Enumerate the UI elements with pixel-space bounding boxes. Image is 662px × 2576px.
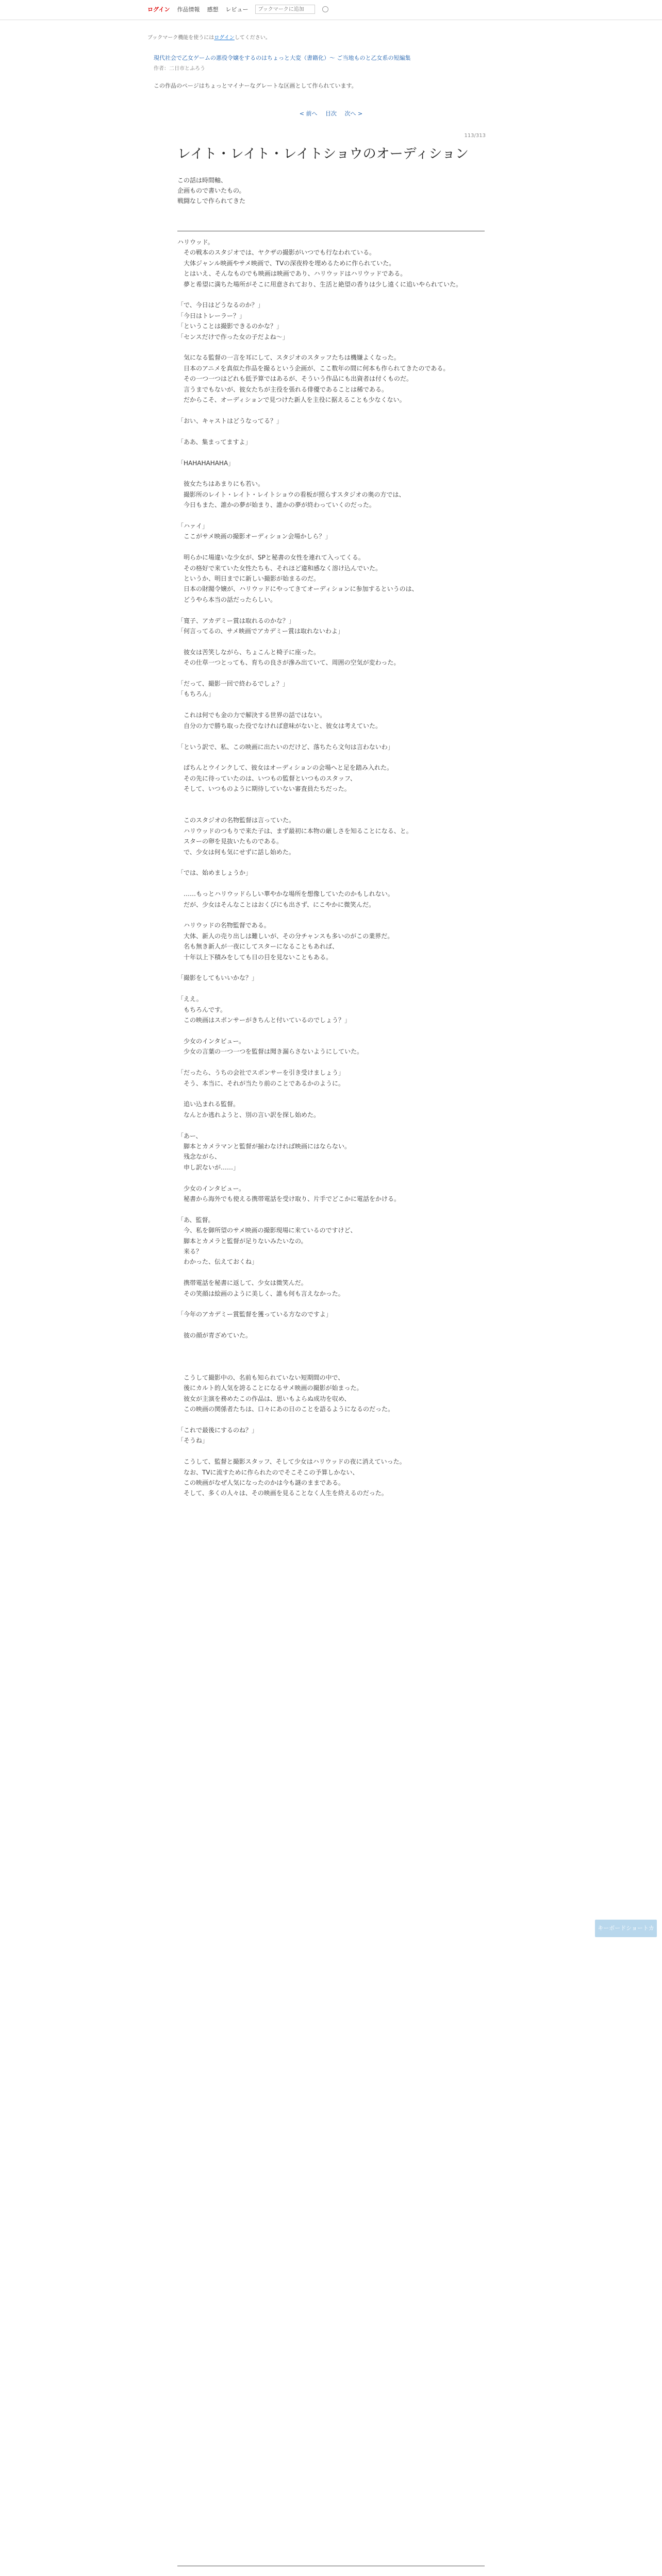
pager-top bbox=[0, 109, 662, 117]
pager-index[interactable]: 目次 bbox=[325, 110, 337, 117]
pager-prev[interactable]: < 前へ bbox=[299, 110, 318, 117]
series-description: この作品のページはちょっとマイナーなグレートな区画として作られています。 bbox=[154, 82, 357, 89]
login-link[interactable]: ログイン bbox=[147, 6, 170, 13]
notice-prefix: ブックマーク機能を使うには bbox=[147, 35, 214, 41]
nav-link-review[interactable]: レビュー bbox=[225, 6, 249, 13]
series-title-link[interactable]: 現代社会で乙女ゲームの悪役令嬢をするのはちょっと大変（書籍化）〜 ご当地ものと乙女系の短編集 bbox=[154, 55, 411, 61]
author-name: 作者：二日市とふろう bbox=[154, 66, 205, 72]
episode-body: ハリウッド。 その戦本のスタジオでは、ヤクザの撮影がいつでも行なわれている。 大体ジャンル映画やサメ映画で、TVの深夜枠を埋めるために作られていた。 とはいえ、そんなものでも映画は映画であり、ハリウッドはハリウッドである。 夢と希望に満ちた場所がそこに用意されており、生活と絶望の香りは少し遠くに追いやられていた。 「で、今日はどうなるのか？」 「今日はトレーラー？」 「ということは撮影できるのかな？」 「センスだけで作った女の子だよね～」 気になる監督の一言を耳にして、スタジオのスタッフたちは機嫌よくなった。 日本のアニメを真似た作品を撮るという企画が、ここ数年の間に何本も作られてきたのである。 その一つ一つはどれも低予算ではあるが、そういう作品にも出資者は付くものだ。 言うまでもないが、彼女たちが主役を張れる俳優であることは稀である。 だからこそ、オーディションで見つけた新人を主役に据えることも少なくない。 「おい、キャストはどうなってる？」 「ああ、集まってますよ」 「HAHAHAHAHA」 彼女たちはあまりにも若い。 撮影所のレイト・レイト・レイトショウの看板が照らすスタジオの奥の方では、 今日もまた、誰かの夢が始まり、誰かの夢が終わっていくのだった。 「ハァイ」 ここがサメ映画の撮影オーディション会場かしら？」 明らかに場違いな少女が、SPと秘書の女性を連れて入ってくる。 その格好で来ていた女性たちも、それほど違和感なく溶け込んでいた。 というか、明日までに新しい撮影が始まるのだ。 日本の財閥令嬢が、ハリウッドにやってきてオーディションに参加するというのは、 どうやら本当の話だったらしい。 「寛子、アカデミー賞は取れるのかな？」 「何言ってるの、サメ映画でアカデミー賞は取れないわよ」 彼女は苦笑しながら、ちょこんと椅子に座った。 その仕草一つとっても、育ちの良さが滲み出ていて、周囲の空気が変わった。 「だって、撮影一回で終わるでしょ？」 「もちろん」 これは何でも金の力で解決する世界の話ではない。 自分の力で勝ち取った役でなければ意味がないと、彼女は考えていた。 「という訳で、私、この映画に出たいのだけど、落ちたら文句は言わないわ」 ぱちんとウインクして、彼女はオーディションの会場へと足を踏み入れた。 その先に待っていたのは、いつもの監督といつものスタッフ、 そして、いつものように期待していない審査員たちだった。 このスタジオの名物監督は言っていた。 ハリウッドのつもりで来た子は、まず最初に本物の厳しさを知ることになる、と。 スターの卵を見抜いたものである。 で、少女は何も気にせずに話し始めた。 「では、始めましょうか」 ……もっとハリウッドらしい華やかな場所を想像していたのかもしれない。 だが、少女はそんなことはおくびにも出さず、にこやかに微笑んだ。 ハリウッドの名物監督である。 大体、新人の売り出しは難しいが、その分チャンスも多いのがこの業界だ。 名も無き新人が一夜にしてスターになることもあれば、 十年以上下積みをしても日の目を見ないこともある。 「撮影をしてもいいかな？」 「ええ。 もちろんです。 この映画はスポンサーがきちんと付いているのでしょう？」 少女のインタビュー。 少女の言葉の一つ一つを監督は聞き漏らさないようにしていた。 「だったら、うちの会社でスポンサーを引き受けましょう」 そう、本当に、それが当たり前のことであるかのように。 追い込まれる監督。 なんとか逃れようと、別の言い訳を探し始めた。 「あー、 脚本とカメラマンと監督が揃わなければ映画にはならない。 残念ながら、 申し訳ないが……」 少女のインタビュー。 秘書から海外でも使える携帯電話を受け取り、片手でどこかに電話をかける。 「あ、監督。 今、私を御所望のサメ映画の撮影現場に来ているのですけど、 脚本とカメラと監督が足りないみたいなの。 来る？ わかった、伝えておくね」 携帯電話を秘書に返して、少女は微笑んだ。 その笑顔は絵画のように美しく、誰も何も言えなかった。 「今年のアカデミー賞監督を獲っている方なのですよ」 彼の顔が青ざめていた。 こうして撮影中の、名前も知られていない短期間の中で、 後にカルト的人気を誇ることになるサメ映画の撮影が始まった。 彼女が主演を務めたこの作品は、思いもよらぬ成功を収め、 この映画の関係者たちは、口々にあの日のことを語るようになるのだった。 「これで最後にするのね？」 「そうね」 こうして、監督と撮影スタッフ、そして少女はハリウッドの夜に消えていった。 なお、TVに流すために作られたのでそこそこの予算しかない、 この映画がなぜ人気になったのかは今も謎のままである。 そして、多くの人々は、その映画を見ることなく人生を終えるのだった。 bbox=[177, 239, 462, 1497]
notice-login-link[interactable]: ログイン bbox=[214, 35, 235, 41]
nav-link-info[interactable]: 作品情報 bbox=[177, 6, 200, 13]
episode-title: レイト・レイト・レイトショウのオーディション bbox=[177, 146, 469, 162]
episode-afterword bbox=[177, 2574, 485, 2576]
notice-suffix: してください。 bbox=[234, 35, 271, 41]
top-nav bbox=[147, 5, 328, 14]
search-input[interactable] bbox=[255, 5, 315, 14]
search-icon[interactable] bbox=[322, 6, 328, 12]
pager-next[interactable]: 次へ > bbox=[344, 110, 363, 117]
nav-link-reviews[interactable]: 感想 bbox=[207, 6, 219, 13]
top-bar bbox=[0, 0, 662, 20]
episode-number: 113/313 bbox=[464, 133, 486, 139]
keyboard-shortcut-tab[interactable]: キーボードショートカット bbox=[595, 1920, 657, 1937]
episode-preface: この話は時間軸、 企画もので書いたもの。 戦闘なしで作られてきた bbox=[177, 177, 246, 205]
bookmark-notice bbox=[147, 33, 271, 41]
